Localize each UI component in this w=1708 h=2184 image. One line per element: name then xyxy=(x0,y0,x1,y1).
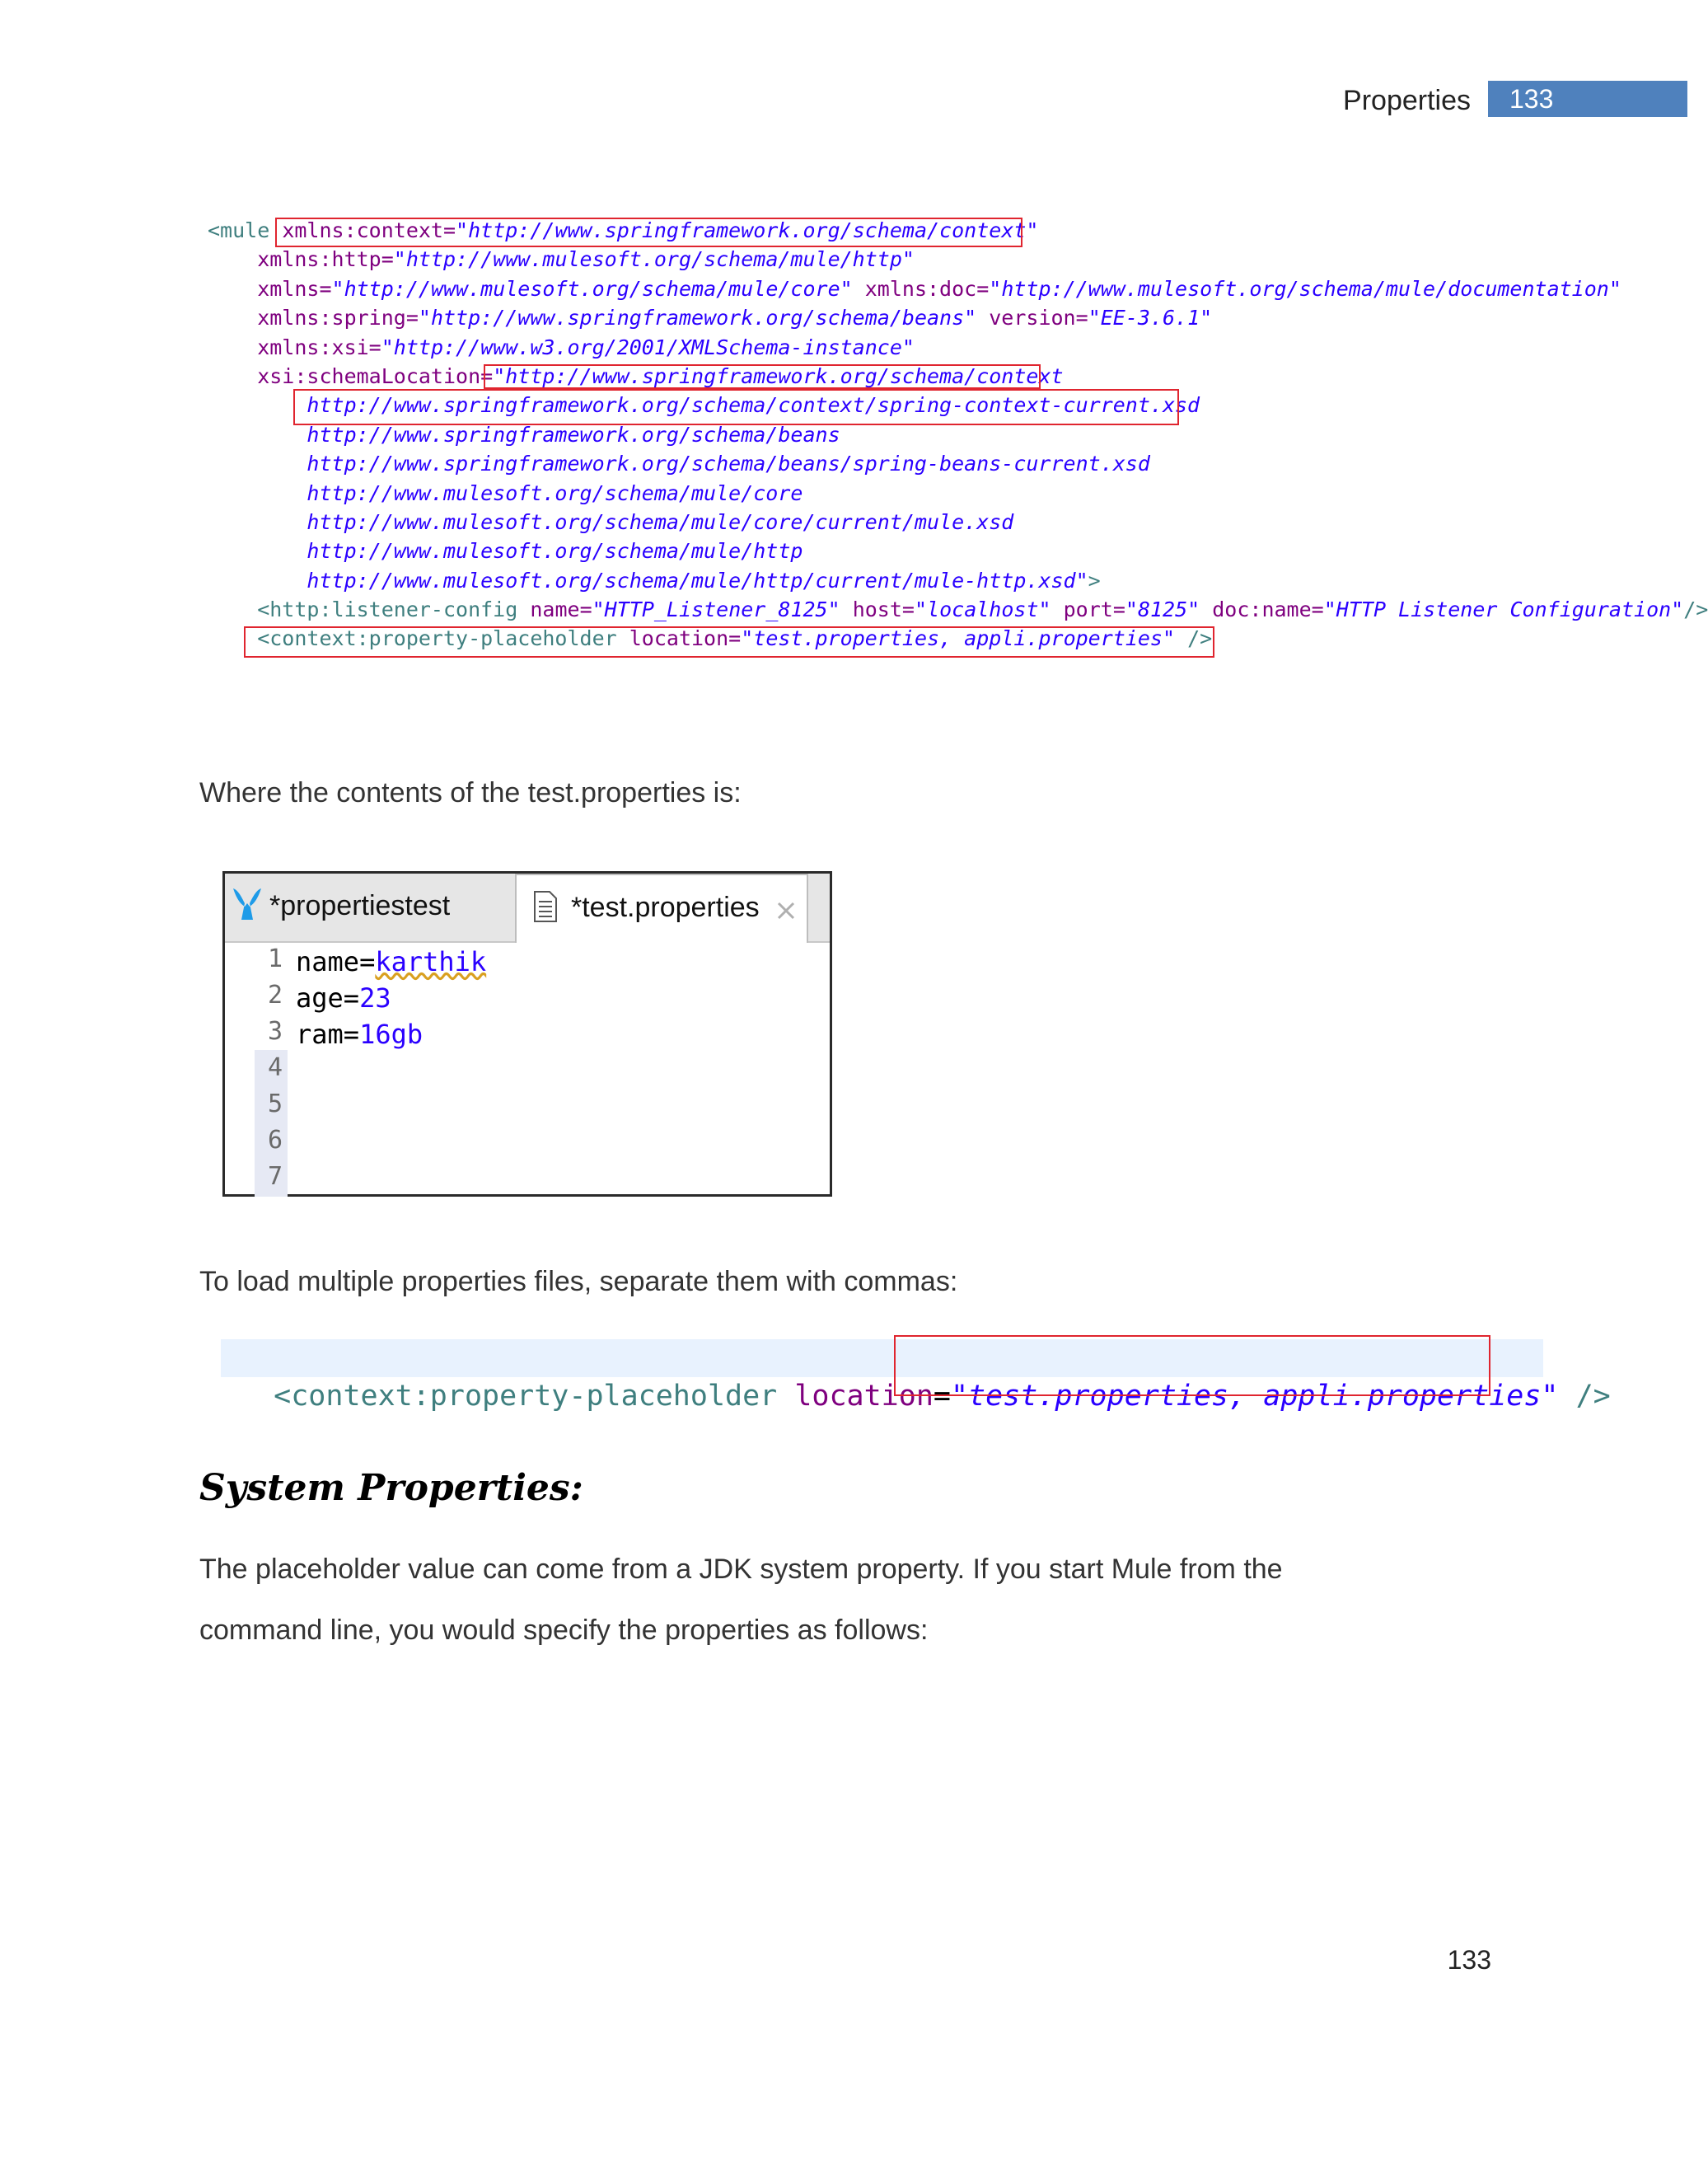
code-token: = xyxy=(319,276,332,301)
code-token: = xyxy=(1311,598,1324,622)
code-token: http://www.springframework.org/schema/beans xyxy=(208,422,840,447)
editor-line xyxy=(296,1019,423,1050)
line-number: 5 xyxy=(267,1090,283,1118)
line-number: 3 xyxy=(267,1017,283,1046)
code-token: "http://www.springframework.org/schema/beans" xyxy=(418,306,977,330)
code-token: = xyxy=(901,598,915,622)
code-token: port xyxy=(1051,598,1113,622)
highlight-xmlns-context xyxy=(275,218,1022,247)
property-key: ram= xyxy=(296,1019,360,1050)
tab-test-properties[interactable] xyxy=(515,874,808,943)
code-token: <mule xyxy=(208,218,283,242)
code-token: http://www.mulesoft.org/schema/mule/http/current/mule-http.xsd" xyxy=(208,568,1088,593)
code-token: xmlns:http xyxy=(208,247,381,272)
paragraph-system-property-line1: The placeholder value can come from a JDK system property. If you start Mule from the xyxy=(199,1554,1283,1585)
code-token: "http://www.mulesoft.org/schema/mule/core" xyxy=(331,276,853,301)
code-token: "8125" xyxy=(1125,598,1200,622)
paragraph-multiple-files: To load multiple properties files, separate them with commas: xyxy=(199,1266,958,1297)
running-header-title: Properties xyxy=(1343,85,1471,116)
paragraph-system-property-line2: command line, you would specify the properties as follows: xyxy=(199,1615,929,1646)
editor-tab-bar xyxy=(225,874,830,943)
code-token: = xyxy=(728,626,742,651)
code-token: > xyxy=(1088,568,1101,593)
tab-propertiestest[interactable] xyxy=(225,874,513,941)
code-token: http://www.springframework.org/schema/context/spring-context-current.xsd xyxy=(208,393,1200,418)
highlight-spring-context-xsd xyxy=(293,389,1179,425)
tab-propertiestest-label: *propertiestest xyxy=(269,890,451,921)
snippet-close: /> xyxy=(1575,1380,1611,1413)
mule-icon xyxy=(230,885,264,925)
highlight-schema-location-context xyxy=(484,364,1041,389)
code-token: host xyxy=(840,598,902,622)
snippet-tag: <context:property-placeholder xyxy=(274,1380,778,1413)
property-value: karthik xyxy=(375,946,487,977)
code-token: "test.properties, appli.properties" xyxy=(741,626,1176,651)
code-line xyxy=(208,566,1674,595)
code-token: = xyxy=(1112,598,1125,622)
code-token: http://www.springframework.org/schema/beans/spring-beans-current.xsd xyxy=(208,452,1150,476)
code-line xyxy=(208,479,1674,508)
code-token: http://www.mulesoft.org/schema/mule/core xyxy=(208,480,803,505)
editor-line xyxy=(296,946,486,977)
code-token: "http://www.mulesoft.org/schema/mule/documentation" xyxy=(989,276,1621,301)
editor-line xyxy=(296,982,391,1014)
code-token: xmlns:xsi xyxy=(208,335,369,359)
code-token: "HTTP_Listener_8125" xyxy=(592,598,840,622)
close-icon[interactable] xyxy=(775,900,797,921)
code-token: = xyxy=(442,218,456,242)
code-token: http://www.mulesoft.org/schema/mule/core/current/mule.xsd xyxy=(208,509,1014,534)
section-heading-system-properties: System Properties: xyxy=(199,1467,583,1509)
code-line xyxy=(208,595,1708,624)
footer-page-number: 133 xyxy=(1447,1945,1491,1975)
code-token: "EE-3.6.1" xyxy=(1088,306,1213,330)
code-token: http://www.mulesoft.org/schema/mule/http xyxy=(208,539,803,564)
code-token: = xyxy=(368,335,381,359)
code-token: "localhost" xyxy=(914,598,1051,622)
xml-code-block xyxy=(208,216,1708,654)
highlight-property-placeholder xyxy=(244,626,1214,658)
text-file-icon xyxy=(533,890,558,923)
code-token: "http://www.springframework.org/schema/context" xyxy=(456,218,1039,242)
property-key: age= xyxy=(296,982,360,1014)
code-line xyxy=(208,245,1674,274)
line-number: 7 xyxy=(267,1162,283,1191)
code-line xyxy=(208,333,1674,362)
line-number: 2 xyxy=(267,981,283,1010)
code-token: <http:listener-config xyxy=(208,598,531,622)
running-header-page-badge: 133 xyxy=(1488,81,1687,117)
code-token: = xyxy=(480,363,494,388)
property-value: 23 xyxy=(359,982,391,1014)
code-line xyxy=(208,537,1674,565)
code-token: "http://www.springframework.org/schema/context xyxy=(493,363,1064,388)
code-token: = xyxy=(579,598,592,622)
properties-editor xyxy=(222,871,832,1197)
highlight-snippet-value xyxy=(894,1335,1490,1396)
tab-test-properties-label: *test.properties xyxy=(571,892,760,923)
code-token: = xyxy=(405,306,419,330)
snippet-attr: location xyxy=(794,1380,934,1413)
code-token: = xyxy=(976,276,990,301)
code-token: /> xyxy=(1683,598,1708,622)
code-token: "http://www.w3.org/2001/XMLSchema-instance" xyxy=(381,335,915,359)
code-token: "http://www.mulesoft.org/schema/mule/http" xyxy=(393,247,915,272)
code-token: /> xyxy=(1175,626,1213,651)
code-token: name xyxy=(530,598,580,622)
code-line xyxy=(208,449,1674,478)
code-token: xmlns:spring xyxy=(208,306,406,330)
code-token: = xyxy=(1075,306,1088,330)
code-token: location xyxy=(629,626,729,651)
code-token: xmlns:doc xyxy=(852,276,977,301)
paragraph-test-properties-intro: Where the contents of the test.properties is: xyxy=(199,777,742,808)
code-token: <context:property-placeholder xyxy=(208,626,629,651)
code-line xyxy=(208,508,1674,537)
code-token: xmlns:context xyxy=(282,218,443,242)
code-token: "HTTP Listener Configuration" xyxy=(1323,598,1684,622)
line-number: 4 xyxy=(267,1053,283,1082)
code-token: = xyxy=(381,247,394,272)
line-number: 6 xyxy=(267,1126,283,1155)
snippet-eq: = xyxy=(933,1380,951,1413)
property-value: 16gb xyxy=(359,1019,423,1050)
code-line xyxy=(208,274,1674,303)
code-token: xsi:schemaLocation xyxy=(208,363,481,388)
code-token: xmlns xyxy=(208,276,320,301)
code-token: doc:name xyxy=(1200,598,1312,622)
snippet-value: "test.properties, appli.properties" xyxy=(950,1380,1559,1413)
property-key: name= xyxy=(296,946,376,977)
code-token: version xyxy=(976,306,1076,330)
line-number: 1 xyxy=(267,944,283,973)
code-line xyxy=(208,303,1674,332)
